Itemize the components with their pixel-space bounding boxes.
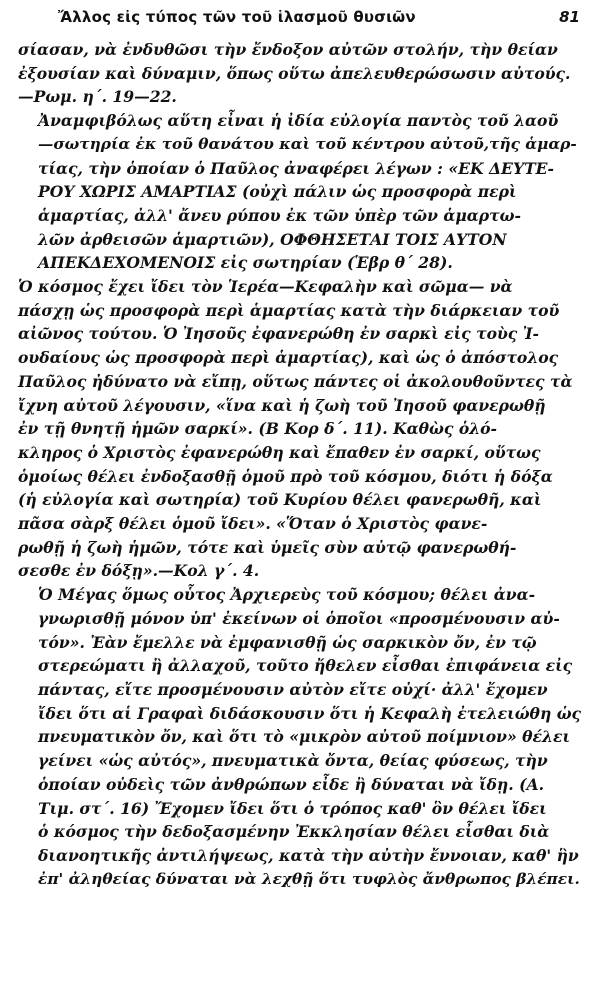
text-line: κληρος ὁ Χριστὸς ἐφανερώθη καὶ ἔπαθεν ἐν σαρκί, οὕτως	[18, 442, 541, 462]
page-header	[18, 8, 584, 38]
text-line: γείνει «ὡς αὐτός», πνευματικὰ ὄντα, θείας φύσεως, τὴν	[38, 751, 548, 771]
text-line: Ὁ κόσμος ἔχει ἴδει τὸν Ἱερέα—Κεφαλὴν καὶ σῶμα— νὰ	[18, 277, 513, 297]
text-line: στερεώματι ἢ ἀλλαχοῦ, τοῦτο ἤθελεν εἶσθαι ἐπιφάνεια εἰς	[38, 656, 573, 676]
text-line: ὁ κόσμος τὴν δεδοξασμένην Ἐκκλησίαν θέλει εἶσθαι διὰ	[38, 822, 550, 842]
paragraph	[18, 583, 584, 891]
text-line: ἐν τῇ θνητῇ ἡμῶν σαρκί». (Β Κορ δ΄. 11). Καθὼς ὁλό-	[18, 419, 498, 439]
text-line: ἐπ' ἀληθείας δύναται νὰ λεχθῇ ὅτι τυφλὸς ἄνθρωπος βλέπει.	[38, 869, 580, 888]
text-line: ἴδει ὅτι αἱ Γραφαὶ διδάσκουσιν ὅτι ἡ Κεφαλὴ ἐτελειώθη ὡς	[38, 703, 582, 723]
paragraph	[18, 109, 584, 275]
text-line: Ὁ Μέγας ὅμως οὗτος Ἀρχιερεὺς τοῦ κόσμου; θέλει ἀνα-	[38, 585, 536, 605]
text-line: πᾶσα σὰρξ θέλει ὁμοῦ ἴδει». «Ὅταν ὁ Χριστὸς φανε-	[18, 514, 488, 534]
text-line: τόν». Ἐὰν ἔμελλε νὰ ἐμφανισθῇ ὡς σαρκικὸν ὄν, ἐν τῷ	[38, 632, 537, 652]
text-line: διανοητικῆς ἀντιλήψεως, κατὰ τὴν αὐτὴν ἔννοιαν, καθ' ἣν	[38, 845, 579, 865]
text-line: αἰῶνος τούτου. Ὁ Ἰησοῦς ἐφανερώθη ἐν σαρκὶ εἰς τοὺς Ἰ-	[18, 324, 540, 344]
text-line: ὁποίαν οὐδεὶς τῶν ἀνθρώπων εἶδε ἢ δύναται νὰ ἴδῃ. (Α.	[38, 774, 545, 794]
page-number: 81	[559, 8, 580, 26]
text-line: ουδαίους ὡς προσφορὰ περὶ ἁμαρτίας), καὶ ὡς ὁ ἀπόστολος	[18, 348, 559, 368]
text-line: ὁμοίως θέλει ἐνδοξασθῇ ὁμοῦ πρὸ τοῦ κόσμου, διότι ἡ δόξα	[18, 466, 553, 486]
text-line: λῶν ἀρθεισῶν ἁμαρτιῶν), ΟΦΘΗΣΕΤΑΙ ΤΟΙΣ ΑΥΤΟΝ	[38, 229, 507, 249]
text-line: —Ρωμ. η΄. 19—22.	[18, 87, 177, 107]
text-line: ἁμαρτίας, ἀλλ' ἄνευ ρύπου ἐκ τῶν ὑπὲρ τῶν ἁμαρτω-	[38, 205, 521, 225]
page-body-text	[18, 38, 584, 891]
text-line: τίας, τὴν ὁποίαν ὁ Παῦλος ἀναφέρει λέγων : «ΕΚ ΔΕΥΤΕ-	[38, 158, 555, 178]
text-line: πάσχῃ ὡς προσφορὰ περὶ ἁμαρτίας κατὰ τὴν διάρκειαν τοῦ	[18, 300, 560, 320]
text-line: ΑΠΕΚΔΕΧΟΜΕΝΟΙΣ εἰς σωτηρίαν (Ἑβρ θ΄ 28).	[38, 253, 453, 273]
text-line: (ἡ εὐλογία καὶ σωτηρία) τοῦ Κυρίου θέλει φανερωθῆ, καὶ	[18, 490, 542, 510]
paragraph	[18, 275, 584, 583]
text-line: ἐξουσίαν καὶ δύναμιν, ὅπως οὕτω ἀπελευθερώσωσιν αὐτούς.	[18, 63, 571, 83]
text-line: Παῦλος ἠδύνατο νὰ εἴπῃ, οὕτως πάντες οἱ ἀκολουθοῦντες τὰ	[18, 371, 573, 391]
text-line: Τιμ. στ΄. 16) Ἔχομεν ἴδει ὅτι ὁ τρόπος καθ' ὃν θέλει ἴδει	[38, 798, 547, 818]
text-line: γνωρισθῇ μόνον ὑπ' ἐκείνων οἱ ὁποῖοι «προσμένουσιν αὐ-	[38, 608, 560, 628]
text-line: Ἀναμφιβόλως αὕτη εἶναι ἡ ἰδία εὐλογία παντὸς τοῦ λαοῦ	[38, 111, 559, 131]
text-line: πνευματικὸν ὄν, καὶ ὅτι τὸ «μικρὸν αὐτοῦ ποίμνιον» θέλει	[38, 727, 570, 747]
text-line: σεσθε ἐν δόξῃ».—Κολ γ΄. 4.	[18, 561, 260, 581]
text-line: ἴχνη αὐτοῦ λέγουσιν, «ἵνα καὶ ἡ ζωὴ τοῦ Ἰησοῦ φανερωθῇ	[18, 395, 546, 415]
running-title: Ἄλλος εἰς τύπος τῶν τοῦ ἱλασμοῦ θυσιῶν	[58, 8, 416, 26]
text-line: —σωτηρία ἐκ τοῦ θανάτου καὶ τοῦ κέντρου αὐτοῦ,τῆς ἁμαρ-	[38, 134, 577, 153]
text-line: πάντας, εἴτε προσμένουσιν αὐτὸν εἴτε οὐχί· ἀλλ' ἔχομεν	[38, 679, 548, 699]
paragraph	[18, 38, 584, 109]
text-line: σίασαν, νὰ ἐνδυθῶσι τὴν ἔνδοξον αὐτῶν στολήν, τὴν θείαν	[18, 40, 558, 59]
text-line: ΡΟΥ ΧΩΡΙΣ ΑΜΑΡΤΙΑΣ (οὐχὶ πάλιν ὡς προσφορὰ περὶ	[38, 182, 517, 202]
text-line: ρωθῇ ἡ ζωὴ ἡμῶν, τότε καὶ ὑμεῖς σὺν αὐτῷ φανερωθή-	[18, 537, 517, 557]
